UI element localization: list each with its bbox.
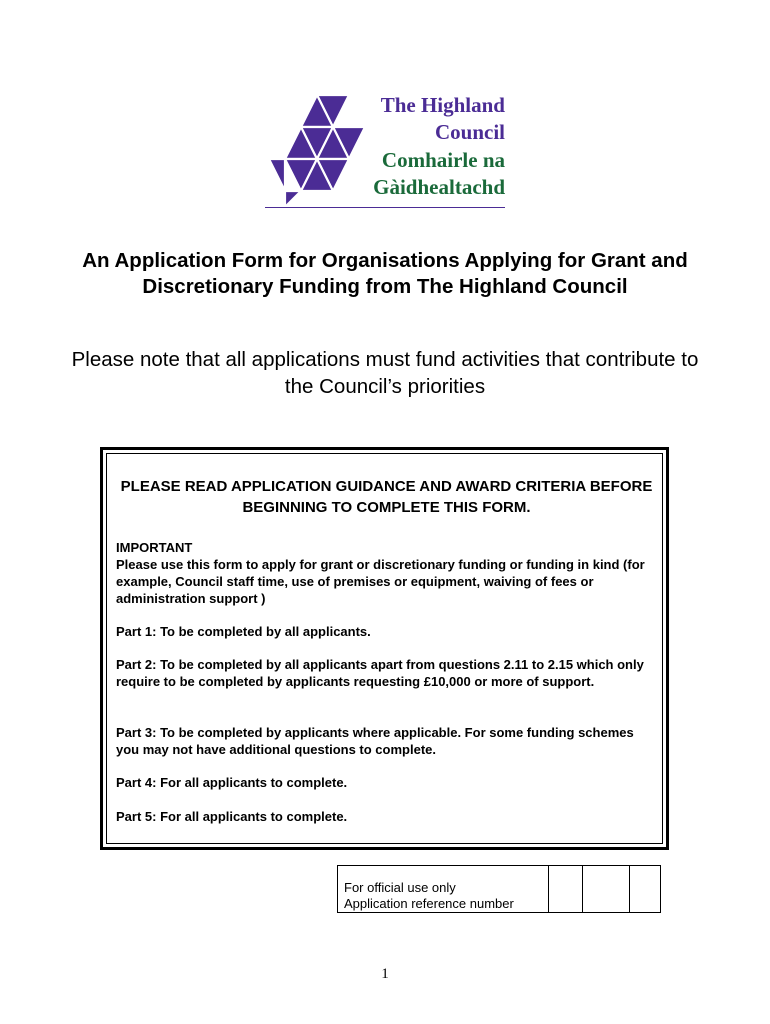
page-number: 1	[381, 966, 389, 982]
part-1-instruction: Part 1: To be completed by all applicants.	[116, 624, 371, 639]
document-title: An Application Form for Organisations Applying for Grant and Discretionary Funding from The Highland Council	[82, 249, 688, 298]
reference-cell-divider	[582, 866, 583, 912]
part-5-instruction: Part 5: For all applicants to complete.	[116, 809, 348, 824]
official-use-label	[344, 880, 514, 912]
part-4-instruction: Part 4: For all applicants to complete.	[116, 775, 348, 790]
logo-text-council: Council	[434, 120, 505, 144]
part-2-instruction: Part 2: To be completed by all applicants apart from questions 2.11 to 2.15 which only require to be completed by applicants requesting £10,000 or more of support.	[116, 657, 644, 689]
logo-text-gaidhealtachd: Gàidhealtachd	[373, 175, 505, 199]
priorities-note: Please note that all applications must fund activities that contribute to the Council’s priorities	[71, 348, 699, 398]
part-3-instruction: Part 3: To be completed by applicants where applicable. For some funding schemes you may not have additional questions to complete.	[116, 725, 634, 757]
reference-cell-divider	[548, 866, 549, 912]
logo-text-highland: The Highland	[380, 93, 505, 117]
logo-underline	[265, 207, 505, 208]
official-use-line: For official use only	[344, 880, 456, 895]
important-label: IMPORTANT	[116, 540, 193, 555]
guidance-heading: PLEASE READ APPLICATION GUIDANCE AND AWARD CRITERIA BEFORE BEGINNING TO COMPLETE THIS FORM.	[120, 478, 653, 516]
triangles-emblem-icon	[265, 94, 375, 208]
reference-cell-divider	[629, 866, 630, 912]
official-use-table	[337, 865, 661, 913]
council-logo	[265, 92, 505, 210]
reference-number-label: Application reference number	[344, 896, 514, 911]
important-text: Please use this form to apply for grant or discretionary funding or funding in kind (for example, Council staff time, use of premises or equipment, waiving of fees or administration support )	[116, 557, 645, 606]
guidance-box	[100, 447, 669, 850]
logo-text-comhairle: Comhairle na	[381, 148, 505, 172]
